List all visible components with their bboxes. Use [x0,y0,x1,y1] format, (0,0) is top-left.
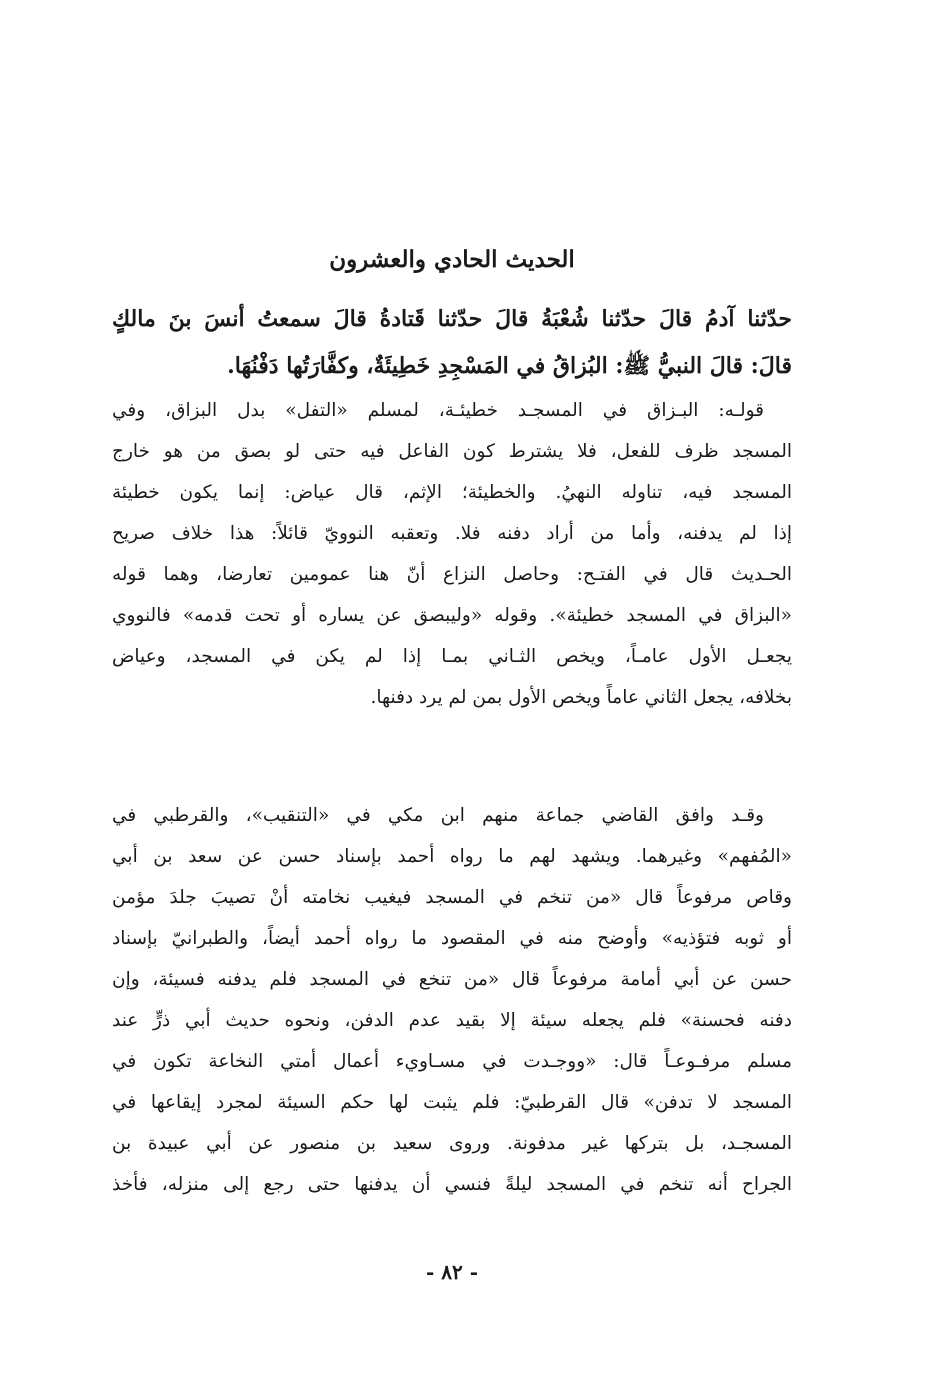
paragraph-line: المسجد لا تدفن» قال القرطبيّ: فلم يثبت لها حكم السيئة لمجرد إيقاعها في [112,1092,792,1113]
hadith-text [112,296,792,390]
paragraph-line: دفنه فحسنة» فلم يجعله سيئة إلا بقيد عدم الدفن، ونحوه حديث أبي ذرٍّ عند [112,1010,792,1031]
page-number: - ٨٢ - [425,1260,478,1284]
paragraph-line: «المُفهم» وغيرهما. ويشهد لهم ما رواه أحمد بإسناد حسن عن سعد بن أبي [112,846,792,867]
paragraph-line: مسلم مرفـوعـاً قال: «ووجـدت في مسـاويء أعمال أمتي النخاعة تكون في [112,1051,792,1072]
paragraph-line: قولـه: البـزاق في المسجـد خطيئـة، لمسلم «التفل» بدل البزاق، وفي [112,400,764,421]
hadith-line: حدّثنا آدمُ قالَ حدّثنا شُعْبَةُ قالَ حدّثنا قَتادةُ قالَ سمعتُ أنسَ بنَ مالكٍ [112,306,792,332]
book-page [112,0,792,1373]
paragraph-line: يجعـل الأول عامـاً، ويخص الثـاني بمـا إذا لم يكن في المسجد، وعياض [112,646,792,667]
paragraph-line: إذا لم يدفنه، وأما من أراد دفنه فلا. وتعقبه النوويّ قائلاً: هذا خلاف صريح [112,523,792,544]
hadith-line: قالَ: قالَ النبيُّ ﷺ: البُزاقُ في المَسْجِدِ خَطِيئَةٌ، وكفَّارَتُها دَفْنُهَا. [227,353,792,379]
chapter-title: الحديث الحادي والعشرون [329,246,575,273]
paragraph-line: «البزاق في المسجد خطيئة». وقوله «وليبصق عن يساره أو تحت قدمه» فالنووي [112,605,792,626]
paragraph-line: المسجد ظرف للفعل، فلا يشترط كون الفاعل فيه حتى لو بصق من هو خارج [112,441,792,462]
commentary-paragraph [112,795,792,1205]
paragraph-line: وقـد وافق القاضي جماعة منهم ابن مكي في «التنقيب»، والقرطبي في [112,805,764,826]
paragraph-line: الجراح أنه تنخم في المسجد ليلةً فنسي أن يدفنها حتى رجع إلى منزله، فأخذ [112,1174,792,1195]
paragraph-line: حسن عن أبي أمامة مرفوعاً قال «من تنخع في المسجد فلم يدفنه فسيئة، وإن [112,969,792,990]
paragraph-line: المسجد فيه، تناوله النهيُ. والخطيئة؛ الإثم، قال عياض: إنما يكون خطيئة [112,482,792,503]
paragraph-line: الحـديث قال في الفتـح: وحاصل النزاع أنّ هنا عمومين تعارضا، وهما قوله [112,564,792,585]
paragraph-line: المسجـد، بل بتركها غير مدفونة. وروى سعيد بن منصور عن أبي عبيدة بن [112,1133,792,1154]
paragraph-line: أو ثوبه فتؤذيه» وأوضح منه في المقصود ما رواه أحمد أيضاً، والطبرانيّ بإسناد [112,928,792,949]
commentary-paragraph [112,390,792,718]
paragraph-line: بخلافه، يجعل الثاني عاماً ويخص الأول بمن لم يرد دفنها. [370,687,792,708]
paragraph-line: وقاص مرفوعاً قال «من تنخم في المسجد فيغيب نخامته أنْ تصيبَ جلدَ مؤمن [112,887,792,908]
